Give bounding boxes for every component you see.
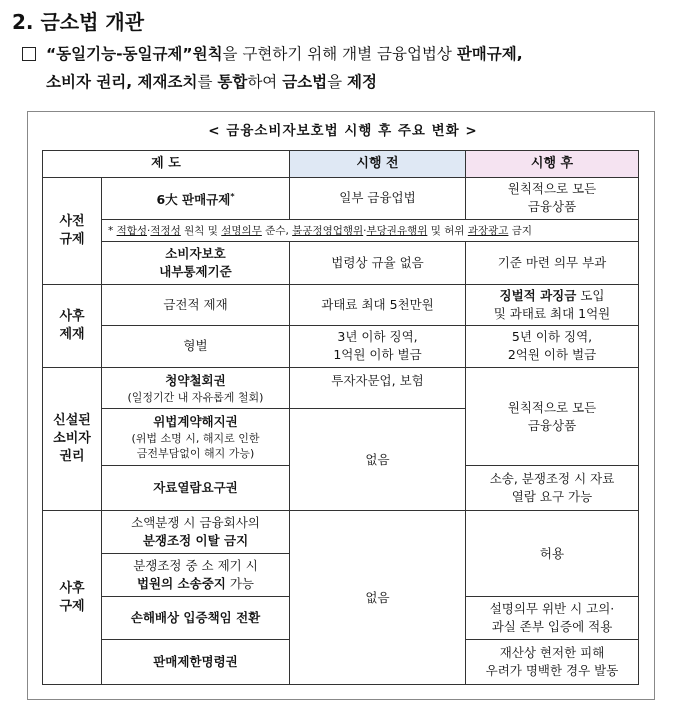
- intro-principle: “동일기능-동일규제”원칙: [46, 45, 223, 63]
- intro-text-3: 하여: [247, 73, 283, 91]
- item-withdrawal-sub: (일정기간 내 자유롭게 철회): [127, 390, 264, 404]
- note-explanation: 설명의무: [221, 224, 262, 237]
- after-burden-shift: 설명의무 위반 시 고의· 과실 존부 입증에 적용: [466, 597, 639, 640]
- item-sales-ban-order: 판매제한명령권: [102, 639, 290, 684]
- before-internal-control: 법령상 규율 없음: [290, 241, 466, 284]
- item-withdrawal-label: 청약철회권: [165, 372, 226, 388]
- after-data-access: 소송, 분쟁조정 시 자료 열람 요구 가능: [466, 466, 639, 511]
- item-termination: [102, 409, 290, 466]
- table-caption: < 금융소비자보호법 시행 후 주요 변화 >: [208, 123, 478, 139]
- item-dispute: [102, 511, 290, 554]
- after-dispute: 허용: [466, 511, 639, 597]
- before-monetary-penalty: 과태료 최대 5천만원: [290, 284, 466, 325]
- group-post-sanction: 사후 제재: [43, 284, 102, 368]
- item-termination-sub: (위법 소명 시, 해지로 인한 금전부담없이 해지 가능): [131, 432, 260, 461]
- footnote-mark: *: [230, 191, 235, 201]
- header-after: 시행 후: [466, 151, 639, 178]
- item-suspension-line2: [105, 575, 286, 593]
- table-header-row: [43, 151, 639, 178]
- note-text-2: 준수,: [261, 224, 293, 237]
- item-dispute-line1: 소액분쟁 시 금융회사의: [131, 515, 260, 531]
- section-heading: 2. 금소법 개관: [12, 10, 145, 34]
- item-data-access: 자료열람요구권: [102, 466, 290, 511]
- note-dot-1: ·: [147, 224, 151, 237]
- table-row: [43, 241, 639, 284]
- item-dispute-line2: 분쟁조정 이탈 금지: [142, 533, 249, 549]
- punitive-fine: 징벌적 과징금: [499, 287, 577, 303]
- note-text-3: 및 허위: [427, 224, 468, 237]
- item-suspension: [102, 554, 290, 597]
- after-internal-control: 기준 마련 의무 부과: [466, 241, 639, 284]
- intro-enact: 제정: [347, 73, 377, 91]
- bullet-square-icon: [22, 47, 36, 61]
- header-system: 제 도: [43, 151, 290, 178]
- before-criminal: 3년 이하 징역, 1억원 이하 벌금: [290, 325, 466, 368]
- item-termination-label: 위법계약해지권: [153, 414, 238, 430]
- intro-integrate: 통합: [217, 73, 248, 91]
- item-sales-rule: [102, 177, 290, 220]
- table-row: [43, 511, 639, 554]
- item-suspension-line1: 분쟁조정 중 소 제기 시: [133, 558, 258, 574]
- item-suspension-rest: 가능: [225, 576, 254, 592]
- table-row: [43, 284, 639, 325]
- intro-rights: 소비자 권리, 제재조치: [46, 73, 198, 91]
- intro-paragraph: [46, 40, 676, 96]
- table-row: [43, 325, 639, 368]
- item-burden-shift: 손해배상 입증책임 전환: [102, 597, 290, 640]
- note-unfair: 불공정영업행위: [292, 224, 364, 237]
- header-before: 시행 전: [290, 151, 466, 178]
- after-monetary-penalty: [466, 284, 639, 325]
- intro-text-1: 을 구현하기 위해 개별 금융업법상: [222, 45, 457, 63]
- after-sales-ban-order: 재산상 현저한 피해 우려가 명백한 경우 발동: [466, 639, 639, 684]
- court-suspension: 법원의 소송중지: [136, 576, 226, 592]
- note-suitability: 적합성: [116, 224, 148, 237]
- before-sales-rule: 일부 금융업법: [290, 177, 466, 220]
- before-remedy: 없음: [290, 511, 466, 685]
- after-monetary-penalty-rest: 도입 및 과태료 최대 1억원: [493, 287, 611, 321]
- sales-rule-footnote: [102, 220, 639, 241]
- item-internal-control: 소비자보호 내부통제기준: [102, 241, 290, 284]
- note-solicit: 부당권유행위: [366, 224, 428, 237]
- footnote-star: *: [108, 224, 114, 237]
- note-text-4: 금지: [508, 224, 533, 237]
- group-post-remedy: 사후 구제: [43, 511, 102, 685]
- after-sales-rule: 원칙적으로 모든 금융상품: [466, 177, 639, 220]
- before-withdrawal: 투자자문업, 보험: [290, 368, 466, 409]
- intro-sales: 판매규제,: [456, 45, 523, 63]
- comparison-table: [42, 150, 639, 685]
- item-withdrawal: [102, 368, 290, 409]
- before-termination: 없음: [290, 409, 466, 511]
- intro-text-2: 를: [197, 73, 218, 91]
- after-withdrawal: 원칙적으로 모든 금융상품: [466, 368, 639, 466]
- table-row: [43, 368, 639, 409]
- table-row: [43, 177, 639, 220]
- group-pre-regulation: 사전 규제: [43, 177, 102, 284]
- group-new-rights: 신설된 소비자 권리: [43, 368, 102, 511]
- intro-text-4: 을: [327, 73, 348, 91]
- note-advert: 과장광고: [467, 224, 509, 237]
- table-row-note: [43, 220, 639, 241]
- after-criminal: 5년 이하 징역, 2억원 이하 벌금: [466, 325, 639, 368]
- item-criminal: 형벌: [102, 325, 290, 368]
- intro-law: 금소법: [282, 73, 328, 91]
- note-text-1: 원칙 및: [180, 224, 222, 237]
- item-monetary-penalty: 금전적 제재: [102, 284, 290, 325]
- note-appropriateness: 적정성: [150, 224, 181, 237]
- note-dot-2: ·: [363, 224, 367, 237]
- item-sales-rule-label: 6大 판매규제: [156, 192, 231, 208]
